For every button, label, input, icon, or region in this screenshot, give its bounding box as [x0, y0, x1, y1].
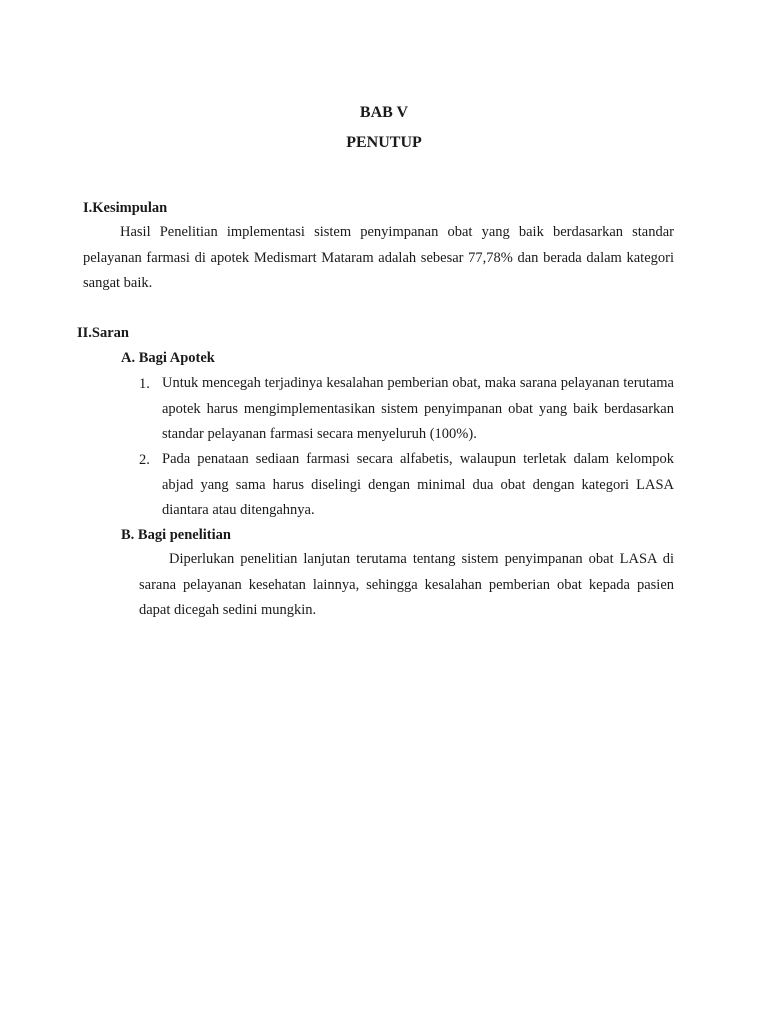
- subsection-heading-bagi-apotek: A. Bagi Apotek: [121, 350, 215, 366]
- bagi-penelitian-paragraph: Diperlukan penelitian lanjutan terutama tentang sistem penyimpanan obat LASA di sarana pelayanan kesehatan lainnya, sehingga kesalahan pemberian obat kepada pasien dapat dicegah sedini mungkin.: [139, 551, 674, 618]
- list-item-text: Pada penataan sediaan farmasi secara alfabetis, walaupun terletak dalam kelompok abjad yang sama harus diselingi dengan minimal dua obat dengan kategori LASA diantara atau ditengahnya.: [162, 451, 674, 518]
- section-heading-kesimpulan: I.Kesimpulan: [83, 200, 168, 216]
- subsection-heading-bagi-penelitian: B. Bagi penelitian: [121, 527, 231, 543]
- list-item-number: 1.: [139, 376, 150, 392]
- section-heading-saran: II.Saran: [77, 325, 129, 341]
- list-item-text: Untuk mencegah terjadinya kesalahan pemberian obat, maka sarana pelayanan terutama apotek harus mengimplementasikan sistem penyimpanan obat yang baik berdasarkan standar pelayanan farmasi secara menyeluruh (100%).: [162, 375, 674, 442]
- kesimpulan-paragraph: Hasil Penelitian implementasi sistem penyimpanan obat yang baik berdasarkan standar pelayanan farmasi di apotek Medismart Mataram adalah sebesar 77,78% dan berada dalam kategori sangat baik.: [83, 224, 674, 291]
- list-item-number: 2.: [139, 452, 150, 468]
- chapter-number: BAB V: [359, 104, 409, 121]
- chapter-title: PENUTUP: [346, 134, 422, 151]
